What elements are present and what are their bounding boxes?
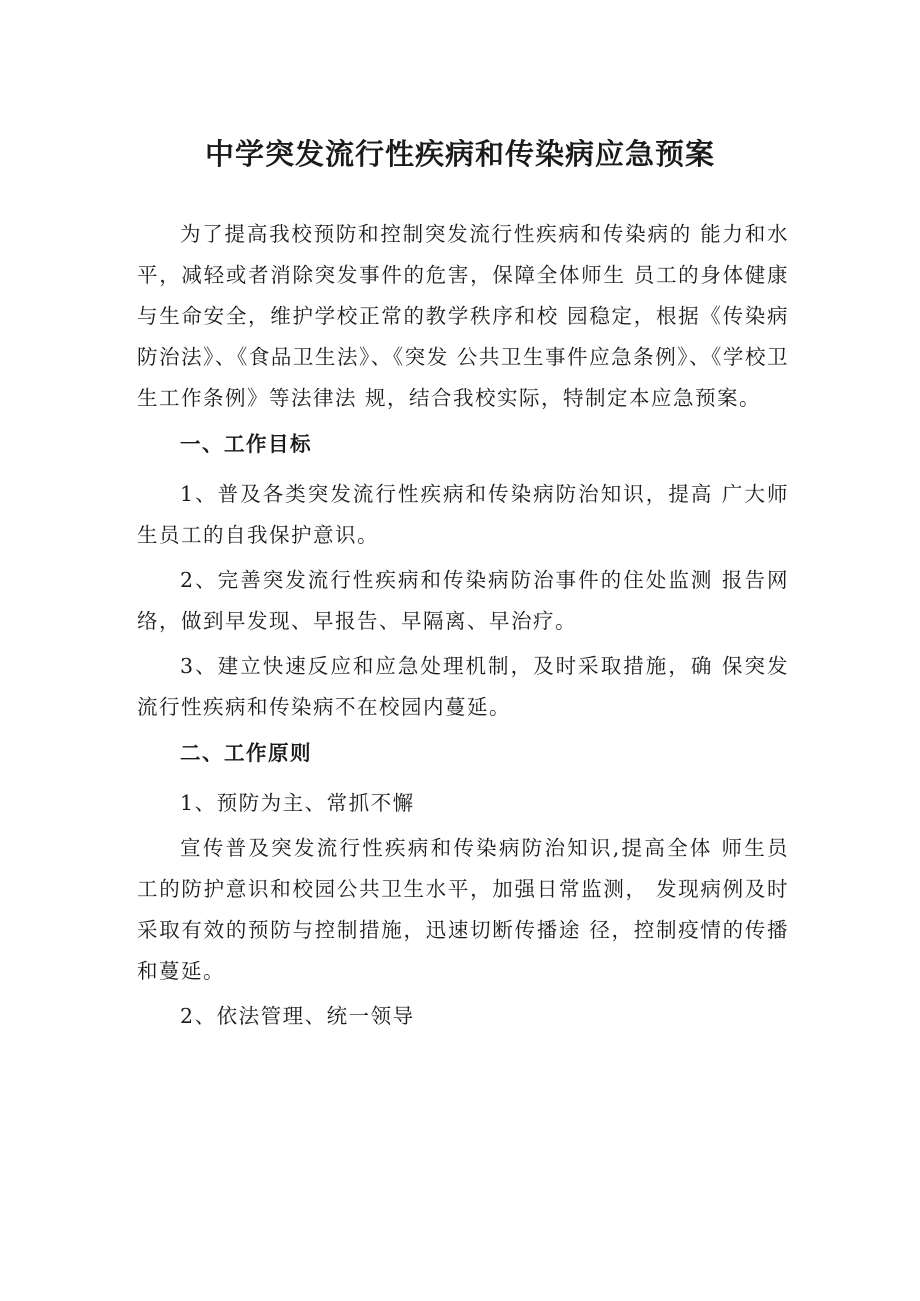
principle-1-text: 宣传普及突发流行性疾病和传染病防治知识,提高全体 师生员工的防护意识和校园公共卫生水平，加强日常监测， 发现病例及时采取有效的预防与控制措施，迅速切断传播途 径，控制疫情的传播和蔓延。 — [137, 836, 789, 983]
section-heading-principles: 二、工作原则 — [180, 741, 313, 765]
document-title: 中学突发流行性疾病和传染病应急预案 — [204, 137, 715, 171]
goal-item-2: 2、完善突发流行性疾病和传染病防治事件的住处监测 报告网络，做到早发现、早报告、早隔离、早治疗。 — [137, 568, 789, 633]
principle-1-title: 1、预防为主、常抓不懈 — [180, 791, 415, 815]
document-body — [137, 214, 789, 1037]
section-heading-goals: 一、工作目标 — [180, 432, 313, 456]
goal-item-1: 1、普及各类突发流行性疾病和传染病防治知识，提高 广大师生员工的自我保护意识。 — [137, 482, 789, 547]
principle-2-title: 2、依法管理、统一领导 — [180, 1004, 415, 1028]
intro-paragraph: 为了提高我校预防和控制突发流行性疾病和传染病的 能力和水平，减轻或者消除突发事件的危害，保障全体师生 员工的身体健康与生命安全，维护学校正常的教学秩序和校 园稳定，根据《传染病防治法》、《食品卫生法》、《突发 公共卫生事件应急条例》、《学校卫生工作条例》等法律法 规，结合我校实际，特制定本应急预案。 — [137, 222, 789, 410]
goal-item-3: 3、建立快速反应和应急处理机制，及时采取措施，确 保突发流行性疾病和传染病不在校园内蔓延。 — [137, 654, 789, 719]
